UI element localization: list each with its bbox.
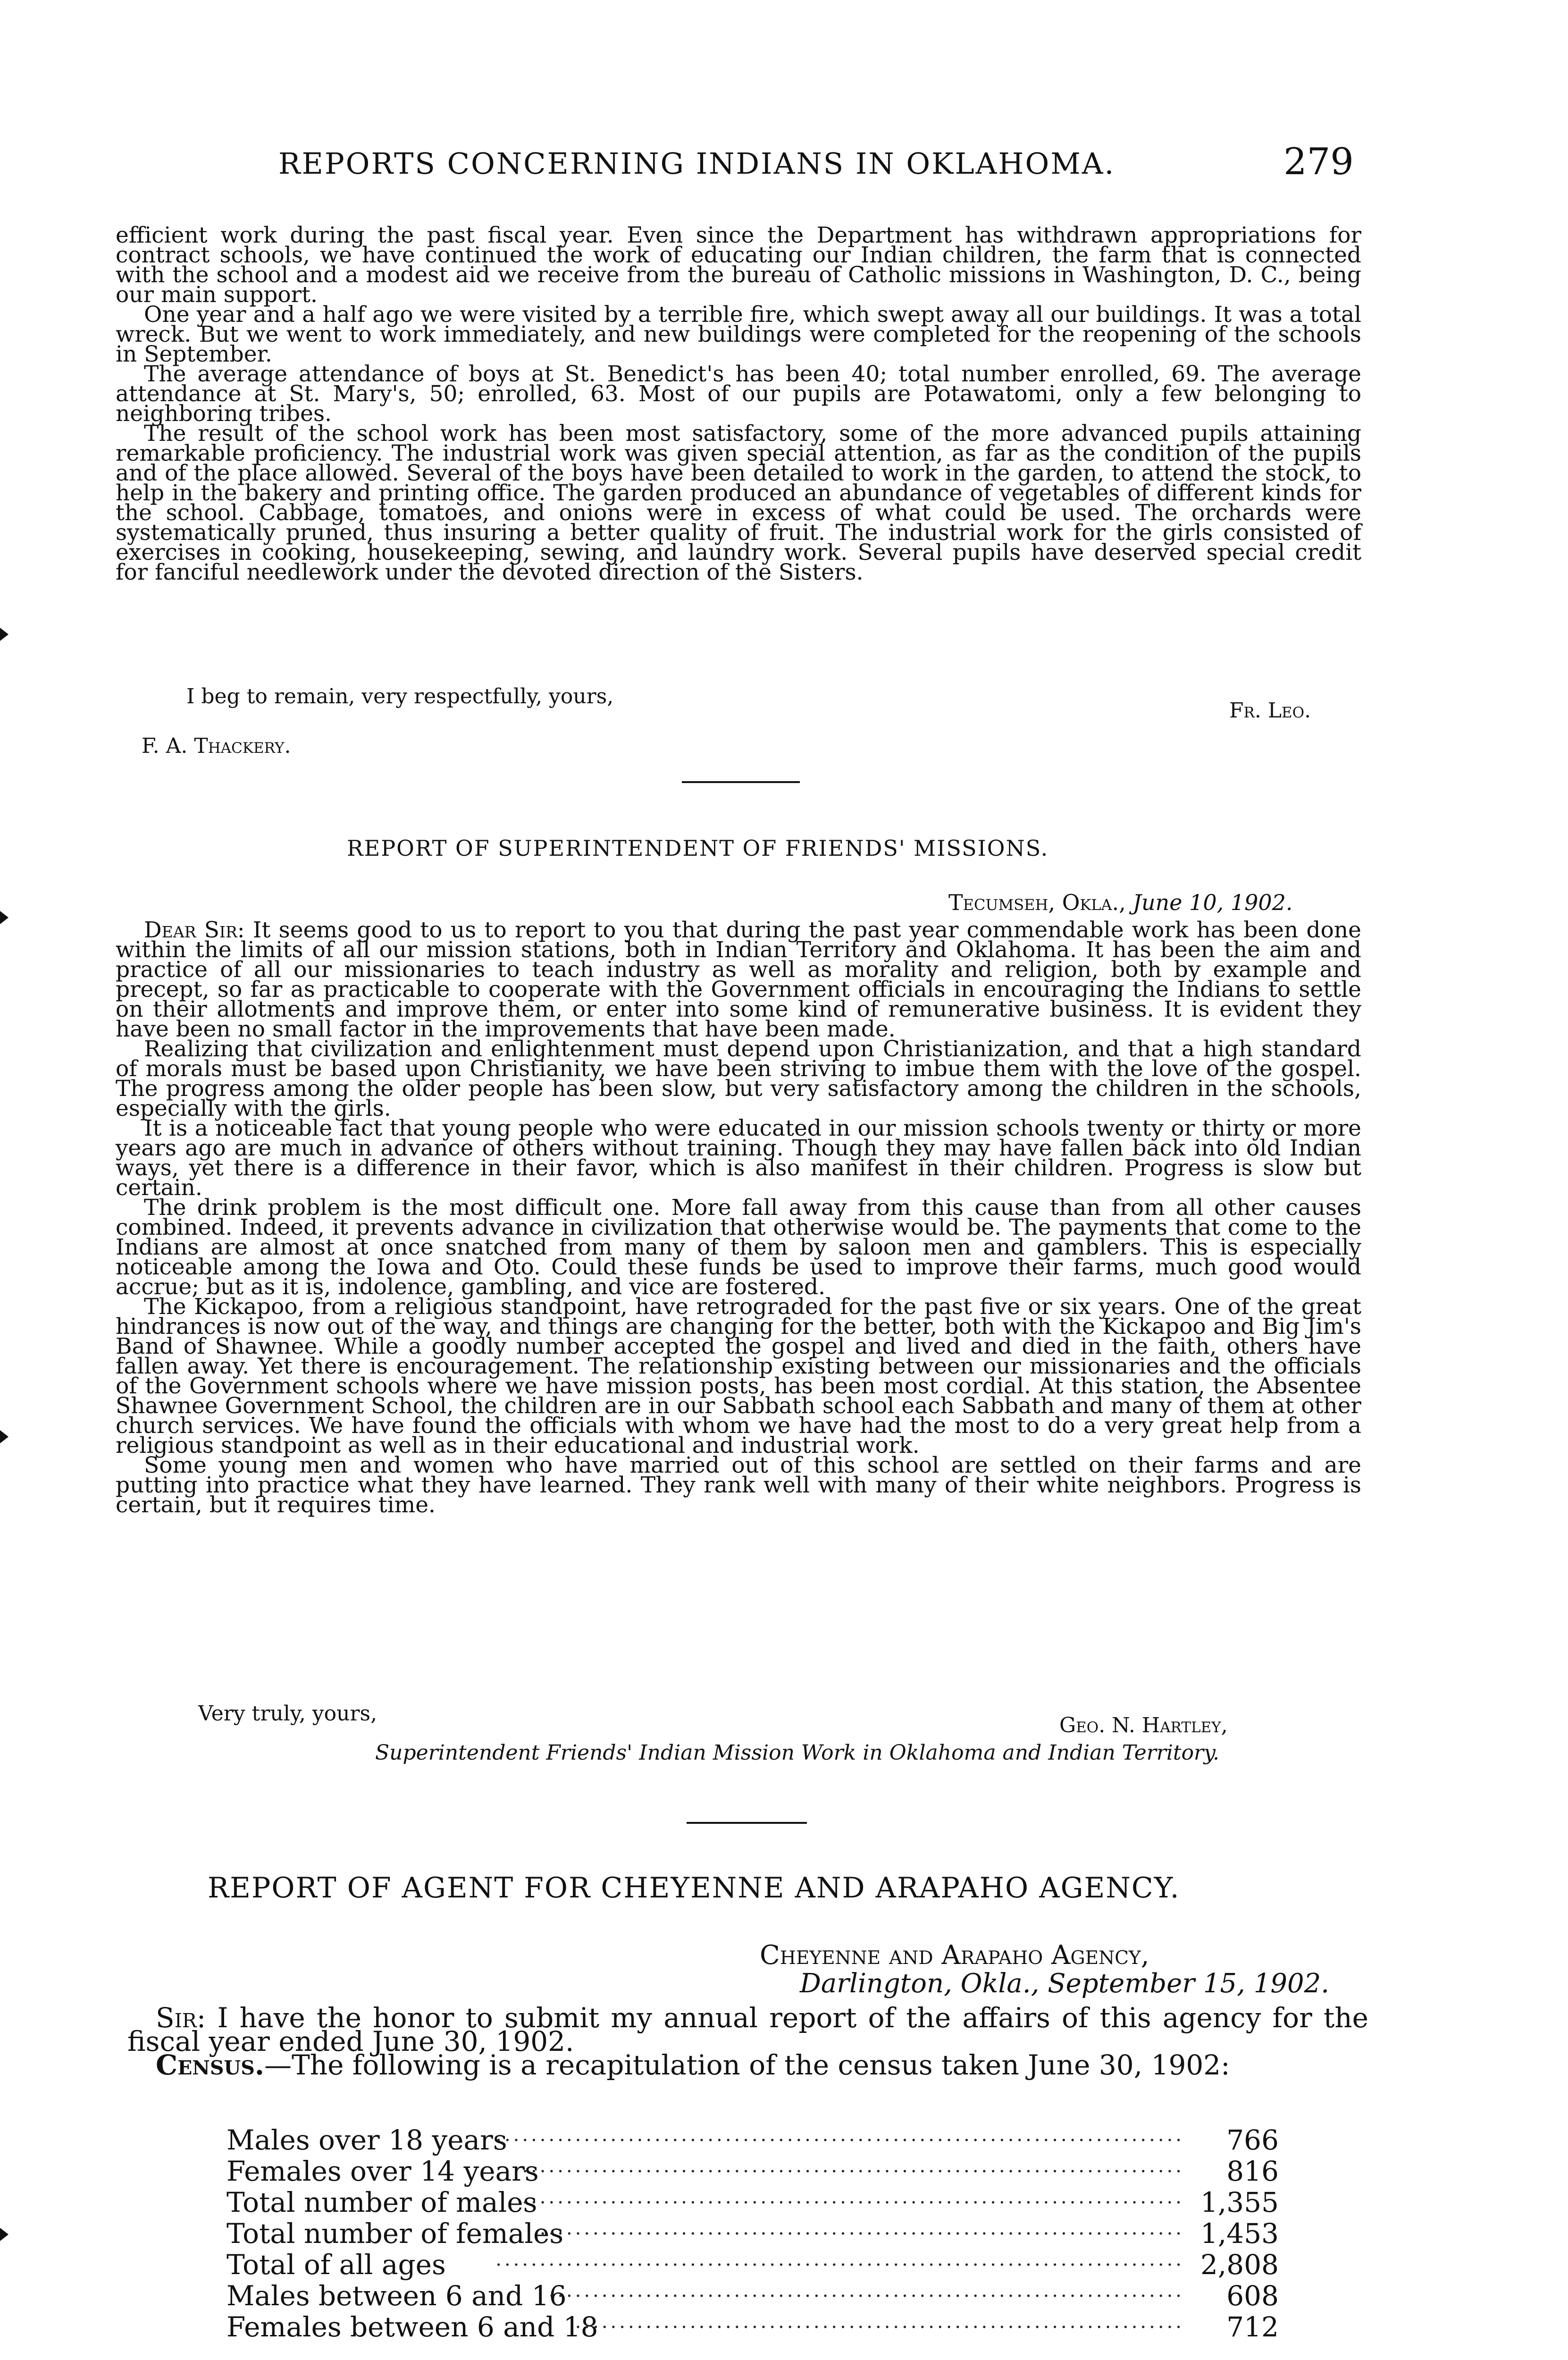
catholic-signature: Fr. Leo. [1229,699,1311,723]
census-label: Males over 18 years [226,2124,507,2156]
friends-paragraph-5: The Kickapoo, from a religious standpoint, have retrograded for the past five or six years. One of the great hindrances is now out of the way, and things are changing for the better, both with the Kickapoo and Big Jim's Band of Shawnee. While a goodly number accepted the gospel and lived and died in the faith, others have fallen away. Yet there is encouragement. The relationship existing between our missionaries and the officials of the Government schools where we have mission posts, has been most cordial. At this station, the Absentee Shawnee Government School, the children are in our Sabbath school each Sabbath and many of them at other church services. We have found the officials with whom we have had the most to do a very great help from a religious standpoint as well as in their educational and industrial work. [116,1294,1361,1458]
catholic-paragraph-2: One year and a half ago we were visited by a terrible fire, which swept away all our buildings. It was a total wreck. But we went to work immediately, and new buildings were completed for the reopening of the schools in September. [116,302,1361,367]
cheyenne-intro [127,2002,1369,2081]
section-divider-2 [687,1822,807,1824]
census-label: Total of all ages [226,2249,446,2281]
census-heading: Census. [156,2049,265,2081]
leader-dots: .............................................................................. [495,2124,1184,2146]
running-head-title: REPORTS CONCERNING INDIANS IN OKLAHOMA. [278,146,1115,181]
census-value: 1,355 [1200,2186,1279,2218]
friends-paragraph-6: Some young men and women who have married out of this school are settled on their farms and are putting into practice what they have learned. They rank well with many of their white neighbors. Progress is certain, but it requires time. [116,1452,1361,1518]
scan-edge-mark [0,2228,8,2241]
friends-dateline [948,890,1293,915]
census-label: Females over 14 years [226,2155,539,2187]
leader-dots: .............................................................................. [495,2249,1184,2270]
census-row [226,2311,1279,2342]
leader-dots: ......................................................................... [539,2217,1184,2239]
census-value: 766 [1226,2124,1279,2156]
census-intro: Census.—The following is a recapitulation of the census taken June 30, 1902: [156,2049,1230,2081]
friends-paragraph-4: The drink problem is the most difficult one. More fall away from this cause than from all other causes combined. Indeed, it prevents advance in civilization that otherwise would be. The payments that come to the Indians are almost at once snatched from many of them by saloon men and gamblers. This is especially noticeable among the Iowa and Oto. Could these funds be used to improve their farms, much good would accrue; but as it is, indolence, gambling, and vice are fostered. [116,1195,1361,1300]
census-label: Total number of males [226,2186,537,2218]
leader-dots: ..................................................................... [575,2311,1184,2333]
leader-dots: ........................................................................ [548,2280,1184,2301]
cheyenne-salutation: Sir: [156,2002,206,2034]
census-row [226,2249,1279,2280]
census-row [226,2124,1279,2155]
leader-dots: ........................................................................... [522,2155,1184,2177]
census-row [226,2155,1279,2186]
census-label: Females between 6 and 18 [226,2311,598,2343]
catholic-paragraph-1: efficient work during the past fiscal year. Even since the Department has withdrawn appropriations for contract schools, we have continued the work of educating our Indian children, the farm that is connected with the school and a modest aid we receive from the bureau of Catholic missions in Washington, D. C., being our main support. [116,222,1361,308]
friends-paragraph-2: Realizing that civilization and enlightenment must depend upon Christianization, and that a high standard of morals must be based upon Christianity, we have been striving to imbue them with the love of the gospel. The progress among the older people has been slow, but very satisfactory among the children in the schools, especially with the girls. [116,1036,1361,1121]
census-row [226,2186,1279,2217]
friends-paragraph-3: It is a noticeable fact that young people who were educated in our mission schools twenty or thirty or more years ago are much in advance of others without training. Though they may have fallen back into old Indian ways, yet there is a difference in their favor, which is also manifest in their children. Progress is slow but certain. [116,1115,1361,1201]
catholic-paragraph-3: The average attendance of boys at St. Benedict's has been 40; total number enrolled, 69. The average attendance at St. Mary's, 50; enrolled, 63. Most of our pupils are Potawatomi, only a few belonging to neighboring tribes. [116,361,1361,427]
friends-report-body [116,917,1361,1518]
catholic-report-body [116,222,1361,585]
friends-paragraph-1: Dear Sir: It seems good to us to report to you that during the past year commendable work has been done within the limits of all our mission stations, both in Indian Territory and Oklahoma. It has been the aim and practice of all our missionaries to teach industry as well as morality and religion, both by example and precept, so far as practicable to cooperate with the Government officials in encouraging the Indians to settle on their allotments and improve them, or enter into some kind of remunerative business. It is evident they have been no small factor in the improvements that have been made. [116,917,1361,1042]
census-label: Males between 6 and 16 [226,2280,567,2312]
friends-report-title: REPORT OF SUPERINTENDENT OF FRIENDS' MISSIONS. [347,835,1049,861]
friends-signature: Geo. N. Hartley, [1059,1713,1228,1737]
census-value: 608 [1226,2280,1279,2312]
census-value: 712 [1226,2311,1279,2343]
catholic-addressee: F. A. Thackery. [142,734,291,758]
friends-date: June 10, 1902. [1132,890,1293,915]
leader-dots: ........................................................................... [522,2186,1184,2208]
friends-closing: Very truly, yours, [198,1702,377,1726]
census-value: 2,808 [1200,2249,1279,2281]
cheyenne-place-line2: Darlington, Okla., September 15, 1902. [800,1968,1330,1999]
cheyenne-intro-text: I have the honor to submit my annual report of the affairs of this agency for the fiscal year ended June 30, 1902. [127,2002,1369,2057]
section-divider-1 [682,781,800,783]
cheyenne-place-line1: Cheyenne and Arapaho Agency, [760,1940,1149,1971]
census-row [226,2217,1279,2249]
catholic-closing: I beg to remain, very respectfully, yours, [186,684,614,708]
census-row [226,2280,1279,2311]
friends-salutation: Dear Sir: [144,917,245,943]
friends-signature-title: Superintendent Friends' Indian Mission Work in Oklahoma and Indian Territory. [375,1741,1220,1765]
census-label: Total number of females [226,2217,564,2250]
census-value: 816 [1226,2155,1279,2187]
page-number: 279 [1283,141,1354,183]
friends-place: Tecumseh, Okla., [948,890,1126,915]
scan-edge-mark [0,1430,8,1443]
catholic-paragraph-4: The result of the school work has been most satisfactory, some of the more advanced pupils attaining remarkable proficiency. The industrial work was given special attention, as far as the condition of the pupils and of the place allowed. Several of the boys have been detailed to work in the garden, to attend the stock, to help in the bakery and printing office. The garden produced an abundance of vegetables of different kinds for the school. Cabbage, tomatoes, and onions were in excess of what could be used. The orchards were systematically pruned, thus insuring a better quality of fruit. The industrial work for the girls consisted of exercises in cooking, housekeeping, sewing, and laundry work. Several pupils have deserved special credit for fanciful needlework under the devoted direction of the Sisters. [116,421,1361,585]
cheyenne-report-title: REPORT OF AGENT FOR CHEYENNE AND ARAPAHO AGENCY. [208,1871,1180,1905]
scan-edge-mark [0,911,8,924]
scan-edge-mark [0,628,8,641]
census-value: 1,453 [1200,2217,1279,2250]
